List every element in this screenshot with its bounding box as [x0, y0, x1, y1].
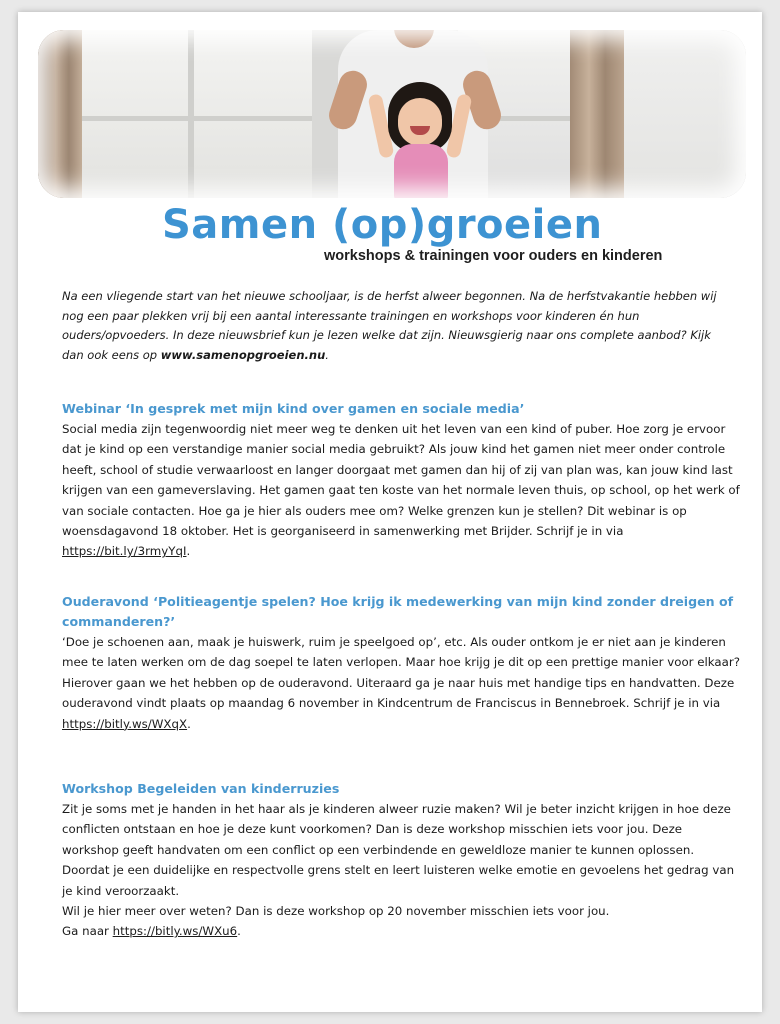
section-body — [62, 632, 742, 734]
intro-text: Na een vliegende start van het nieuwe schooljaar, is de herfst alweer begonnen. Na de herfstvakantie hebben wij nog een paar plekken vrij bij een aantal interessante trainingen en workshops voor kinderen én hun ouders/opvoeders. In deze nieuwsbrief kun je lezen welke dat zijn. Nieuwsgierig naar ons complete aanbod? Kijk dan ook eens op — [62, 289, 717, 362]
logo-text: Samen (op)groeien — [162, 202, 603, 248]
intro-paragraph — [62, 287, 722, 365]
website-link[interactable]: www.samenopgroeien.nu — [160, 347, 326, 362]
section-workshop — [62, 779, 742, 942]
signup-link[interactable]: https://bitly.ws/WXu6 — [112, 924, 238, 939]
section-end: . — [237, 924, 241, 939]
section-text-3: Ga naar — [62, 924, 113, 939]
section-text-2: Wil je hier meer over weten? Dan is deze workshop op 20 november misschien iets voor jou. — [62, 904, 610, 919]
signup-link[interactable]: https://bit.ly/3rmyYqI — [62, 544, 187, 559]
newsletter-page — [18, 12, 762, 1012]
section-end: . — [187, 716, 191, 731]
section-end: . — [186, 544, 191, 559]
section-title: Ouderavond ‘Politieagentje spelen? Hoe krijg ik medewerking van mijn kind zonder dreigen of commanderen?’ — [62, 594, 734, 629]
section-title: Workshop Begeleiden van kinderruzies — [62, 781, 340, 796]
section-ouderavond — [62, 592, 742, 734]
section-text: Zit je soms met je handen in het haar als je kinderen alweer ruzie maken? Wil je beter inzicht krijgen in hoe deze conflicten ontstaan en hoe je deze kunt voorkomen? Dan is deze workshop misschien iets voor jou. Deze workshop geeft handvaten om een conflict op een verbindende en geweldloze manier te kunnen oplossen. Doordat je een duidelijke en respectvolle grens stelt en leert luisteren welke emotie en gevoelens het gedrag van je kind veroorzaakt. — [62, 802, 735, 898]
tagline: workshops & trainingen voor ouders en kinderen — [324, 248, 663, 264]
section-title: Webinar ‘In gesprek met mijn kind over gamen en sociale media’ — [62, 401, 525, 416]
section-text: Social media zijn tegenwoordig niet meer weg te denken uit het leven van een kind of puber. Hoe zorg je ervoor dat je kind op een verstandige manier social media gebruikt? Als jouw kind het gamen niet meer onder controle heeft, school of studie verwaarloost en langer doorgaat met gamen dan hij of zij van plan was, kan jouw kind last krijgen van een gameverslaving. Het gamen gaat ten koste van het normale leven thuis, op school, op het werk of van sociale contacten. Hoe ga je hier als ouders mee om? Welke grenzen kun je stellen? Dit webinar is op woensdagavond 18 oktober. Het is georganiseerd in samenwerking met Brijder. Schrijf je in via — [62, 422, 740, 539]
signup-link[interactable]: https://bitly.ws/WXqX — [62, 716, 188, 731]
banner-photo — [38, 30, 746, 198]
section-webinar — [62, 399, 742, 562]
section-body — [62, 419, 742, 562]
intro-end: . — [325, 347, 329, 362]
section-body — [62, 799, 742, 942]
banner-vignette — [38, 30, 746, 198]
section-text: ‘Doe je schoenen aan, maak je huiswerk, ruim je speelgoed op’, etc. Als ouder ontkom je er niet aan je kinderen mee te laten werken om de dag soepel te laten verlopen. Maar hoe krijg je dit op een prettige manier voor elkaar? Hierover gaan we het hebben op de ouderavond. Uiteraard ga je naar huis met handige tips en handvatten. Deze ouderavond vindt plaats op maandag 6 november in Kindcentrum de Franciscus in Bennebroek. Schrijf je in via — [62, 635, 740, 711]
